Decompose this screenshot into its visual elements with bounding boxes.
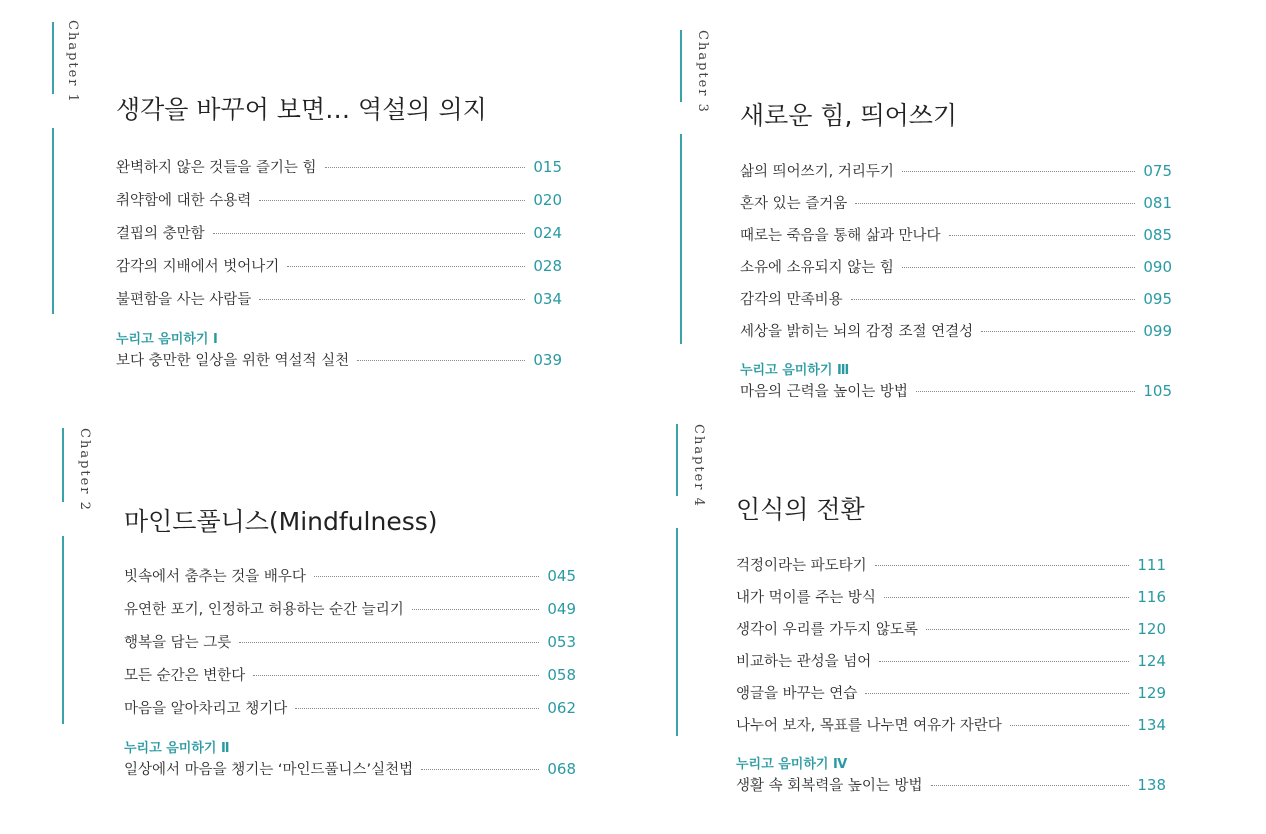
toc-entry[interactable] (124, 758, 576, 788)
sub-section-label: 누리고 음미하기 Ⅰ (116, 332, 218, 347)
toc-entry-page: 058 (547, 666, 576, 684)
toc-entry[interactable] (736, 650, 1166, 682)
divider (52, 128, 54, 314)
dot-leader (949, 235, 1136, 236)
toc-entry[interactable] (116, 255, 562, 288)
toc-entry-page: 129 (1137, 684, 1166, 702)
toc-entry-page: 039 (533, 351, 562, 369)
toc-entry-title: 마음의 근력을 높이는 방법 (740, 384, 908, 400)
toc-entry-title: 앵글을 바꾸는 연습 (736, 686, 858, 702)
toc-entry-page: 120 (1137, 620, 1166, 638)
toc-entry-title: 삶의 띄어쓰기, 거리두기 (740, 164, 894, 180)
dot-leader (884, 597, 1129, 598)
chapter-label: Chapter 2 (77, 428, 92, 512)
toc-entry-title: 빗속에서 춤추는 것을 배우다 (124, 569, 306, 585)
divider (52, 22, 54, 94)
toc-entry-title: 감각의 지배에서 벗어나기 (116, 259, 280, 275)
toc-entry-title: 걱정이라는 파도타기 (736, 558, 867, 574)
dot-leader (902, 171, 1135, 172)
dot-leader (1010, 725, 1130, 726)
chapter-title: 마인드풀니스(Mindfulness) (124, 507, 438, 536)
dot-leader (916, 391, 1135, 392)
toc-entry[interactable] (124, 631, 576, 664)
toc-entry-title: 혼자 있는 즐거움 (740, 196, 848, 212)
dot-leader (412, 609, 540, 610)
toc-entry-title: 감각의 만족비용 (740, 292, 843, 308)
toc-entry-title: 불편함을 사는 사람들 (116, 292, 252, 308)
toc-entry-page: 024 (533, 224, 562, 242)
toc-entry-title: 보다 충만한 일상을 위한 역설적 실천 (116, 353, 350, 369)
toc-entry-title: 나누어 보자, 목표를 나누면 여유가 자란다 (736, 718, 1002, 734)
toc-entry[interactable] (116, 349, 562, 379)
toc-entry-title: 결핍의 충만함 (116, 226, 205, 242)
toc-entry-page: 081 (1143, 194, 1172, 212)
sub-section-label: 누리고 음미하기 Ⅲ (740, 363, 850, 378)
toc-entry[interactable] (740, 224, 1172, 256)
toc-entry[interactable] (124, 697, 576, 730)
toc-entry[interactable] (736, 774, 1166, 804)
dot-leader (865, 693, 1129, 694)
chapter-title: 인식의 전환 (736, 495, 865, 524)
toc-entry[interactable] (736, 714, 1166, 746)
dot-leader (981, 331, 1135, 332)
dot-leader (325, 167, 526, 168)
toc-entry[interactable] (740, 320, 1172, 352)
dot-leader (213, 233, 526, 234)
toc-entry-title: 일상에서 마음을 챙기는 ‘마인드풀니스’실천법 (124, 762, 414, 778)
toc-list (124, 565, 576, 788)
divider (680, 30, 682, 102)
dot-leader (931, 785, 1130, 786)
chapter-label: Chapter 3 (695, 30, 710, 114)
toc-entry[interactable] (740, 160, 1172, 192)
toc-list (116, 156, 562, 379)
divider (680, 134, 682, 344)
toc-list (736, 554, 1166, 804)
toc-entry-title: 유연한 포기, 인정하고 허용하는 순간 늘리기 (124, 602, 404, 618)
toc-entry[interactable] (740, 256, 1172, 288)
toc-entry-title: 생활 속 회복력을 높이는 방법 (736, 778, 923, 794)
chapter-title: 새로운 힘, 띄어쓰기 (740, 101, 958, 130)
toc-entry-page: 028 (533, 257, 562, 275)
toc-entry[interactable] (124, 565, 576, 598)
toc-entry-page: 111 (1137, 556, 1166, 574)
dot-leader (357, 360, 525, 361)
chapter-title: 생각을 바꾸어 보면… 역설의 의지 (116, 95, 487, 124)
dot-leader (253, 675, 539, 676)
dot-leader (421, 769, 539, 770)
toc-entry[interactable] (736, 554, 1166, 586)
toc-entry-title: 완벽하지 않은 것들을 즐기는 힘 (116, 160, 317, 176)
toc-list (740, 160, 1172, 410)
toc-entry-page: 049 (547, 600, 576, 618)
toc-entry-page: 045 (547, 567, 576, 585)
dot-leader (295, 708, 539, 709)
toc-entry-page: 062 (547, 699, 576, 717)
toc-entry[interactable] (736, 586, 1166, 618)
toc-entry-title: 비교하는 관성을 넘어 (736, 654, 872, 670)
toc-entry-page: 138 (1137, 776, 1166, 794)
toc-entry[interactable] (116, 222, 562, 255)
toc-entry-page: 015 (533, 158, 562, 176)
toc-entry-title: 마음을 알아차리고 챙기다 (124, 701, 288, 717)
dot-leader (851, 299, 1136, 300)
dot-leader (314, 576, 539, 577)
toc-entry-title: 내가 먹이를 주는 방식 (736, 590, 876, 606)
toc-entry[interactable] (740, 192, 1172, 224)
toc-entry[interactable] (116, 189, 562, 222)
toc-entry-page: 075 (1143, 162, 1172, 180)
toc-entry-page: 020 (533, 191, 562, 209)
toc-entry[interactable] (740, 288, 1172, 320)
toc-entry-title: 행복을 담는 그릇 (124, 635, 232, 651)
toc-entry-page: 090 (1143, 258, 1172, 276)
toc-entry-title: 때로는 죽음을 통해 삶과 만나다 (740, 228, 941, 244)
toc-entry[interactable] (124, 598, 576, 631)
sub-section-label: 누리고 음미하기 Ⅱ (124, 741, 230, 756)
chapter-label: Chapter 1 (65, 20, 80, 104)
dot-leader (239, 642, 539, 643)
chapter-label: Chapter 4 (691, 424, 706, 508)
toc-entry[interactable] (736, 618, 1166, 650)
toc-entry-title: 소유에 소유되지 않는 힘 (740, 260, 894, 276)
toc-entry-page: 105 (1143, 382, 1172, 400)
toc-entry-title: 세상을 밝히는 뇌의 감정 조절 연결성 (740, 324, 974, 340)
dot-leader (879, 661, 1129, 662)
toc-entry[interactable] (116, 288, 562, 321)
toc-entry-page: 124 (1137, 652, 1166, 670)
dot-leader (875, 565, 1130, 566)
toc-entry-page: 099 (1143, 322, 1172, 340)
toc-entry-title: 생각이 우리를 가두지 않도록 (736, 622, 918, 638)
toc-entry-title: 모든 순간은 변한다 (124, 668, 246, 684)
toc-entry-page: 068 (547, 760, 576, 778)
dot-leader (926, 629, 1129, 630)
dot-leader (259, 200, 525, 201)
toc-entry[interactable] (124, 664, 576, 697)
dot-leader (287, 266, 525, 267)
sub-section-label: 누리고 음미하기 Ⅳ (736, 757, 848, 772)
toc-entry-page: 134 (1137, 716, 1166, 734)
divider (62, 536, 64, 724)
dot-leader (259, 299, 525, 300)
toc-entry-page: 095 (1143, 290, 1172, 308)
dot-leader (902, 267, 1135, 268)
divider (676, 528, 678, 736)
toc-entry[interactable] (740, 380, 1172, 410)
toc-entry[interactable] (736, 682, 1166, 714)
toc-entry-page: 085 (1143, 226, 1172, 244)
toc-entry-title: 취약함에 대한 수용력 (116, 193, 252, 209)
dot-leader (855, 203, 1135, 204)
toc-entry[interactable] (116, 156, 562, 189)
toc-entry-page: 053 (547, 633, 576, 651)
divider (62, 428, 64, 502)
toc-entry-page: 116 (1137, 588, 1166, 606)
divider (676, 424, 678, 496)
toc-entry-page: 034 (533, 290, 562, 308)
